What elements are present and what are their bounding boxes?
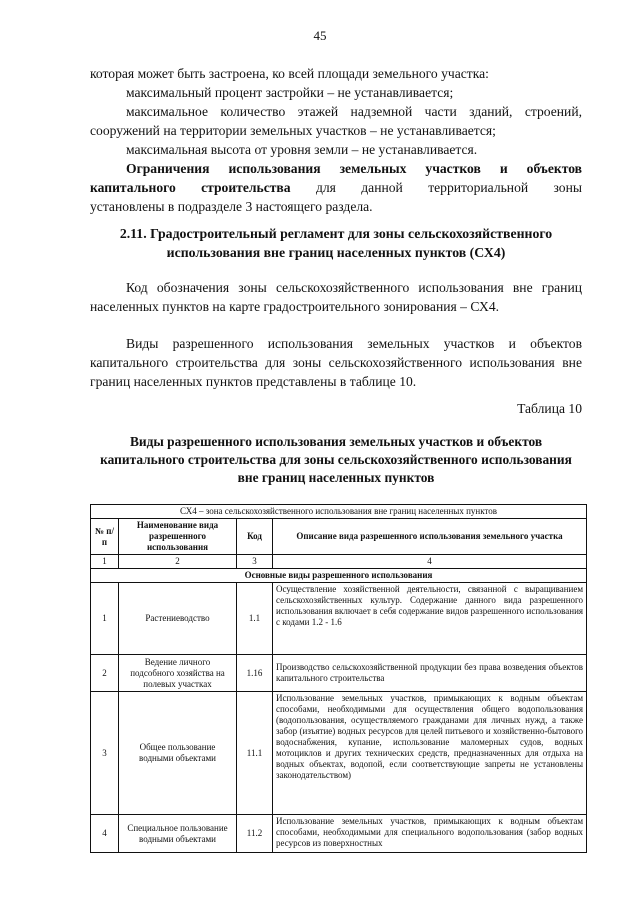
restrictions-line-1	[90, 159, 582, 178]
table-row	[91, 815, 587, 853]
intro-line-max-percent: максимальный процент застройки – не устанавливается;	[126, 85, 454, 100]
section-heading: 2.11. Градостроительный регламент для зоны сельскохозяйственного использования вне границ населенных пунктов (СХ4)	[119, 226, 553, 260]
page-number: 45	[313, 28, 327, 43]
restrictions-line-3: установлены в подразделе 3 настоящего раздела.	[90, 199, 373, 214]
col-header-number: № п/п	[91, 519, 119, 555]
row-use-code: 1.16	[237, 655, 273, 692]
land-use-table	[90, 504, 587, 853]
col-index-2: 2	[119, 555, 237, 569]
row-number: 4	[91, 815, 119, 853]
restrictions-rest: для данной территориальной зоны	[315, 180, 583, 195]
para-code-block	[90, 278, 582, 316]
restrictions-bold-1: Ограничения использования земельных участков и объектов	[126, 161, 582, 176]
col-index-1: 1	[91, 555, 119, 569]
col-index-3: 3	[237, 555, 273, 569]
restrictions-bold-2: капитального строительства	[90, 180, 291, 195]
row-use-code: 11.2	[237, 815, 273, 853]
row-use-name: Специальное пользование водными объектами	[119, 815, 237, 853]
row-use-description: Производство сельскохозяйственной продукции без права возведения объектов капитального строительства	[273, 655, 587, 692]
zone-header-cell: СХ4 – зона сельскохозяйственного использования вне границ населенных пунктов	[91, 505, 587, 519]
row-use-code: 11.1	[237, 692, 273, 815]
col-header-description: Описание вида разрешенного использования земельного участка	[273, 519, 587, 555]
para-code: Код обозначения зоны сельскохозяйственного использования вне границ населенных пунктов на карте градостроительного зонирования – СХ4.	[90, 280, 582, 314]
intro-block	[90, 64, 582, 216]
para-types-block	[90, 334, 582, 391]
intro-line-max-floors: максимальное количество этажей надземной части зданий, строений, сооружений на территории земельных участков – не устанавливается;	[90, 104, 582, 138]
row-number: 2	[91, 655, 119, 692]
intro-line-continuation: которая может быть застроена, ко всей площади земельного участка:	[90, 66, 489, 81]
col-header-name: Наименование вида разрешенного использования	[119, 519, 237, 555]
group-main-types: Основные виды разрешенного использования	[91, 569, 587, 583]
table-caption: Таблица 10	[517, 401, 582, 416]
table-title: Виды разрешенного использования земельных участков и объектов капитального строительства для зоны сельскохозяйственного использования вне границ населенных пунктов	[100, 434, 572, 485]
row-number: 3	[91, 692, 119, 815]
para-types: Виды разрешенного использования земельных участков и объектов капитального строительства для зоны сельскохозяйственного использования вне границ населенных пунктов представлены в таблице 10.	[90, 336, 582, 389]
row-use-name: Ведение личного подсобного хозяйства на полевых участках	[119, 655, 237, 692]
row-use-description: Осуществление хозяйственной деятельности, связанной с выращиванием сельскохозяйственных культур. Содержание данного вида разрешенного использования включает в себя содержание видов разрешенного использования с кодами 1.2 - 1.6	[273, 583, 587, 655]
row-use-description: Использование земельных участков, примыкающих к водным объектам способами, необходимыми для осуществления общего водопользования (водопользования, осуществляемого гражданами для личных нужд, а также забор (изъятие) водных ресурсов для целей питьевого и хозяйственно-бытового водоснабжения, купание, использование маломерных судов, водных мотоциклов и других технических средств, предназначенных для отдыха на водных объектах, водопой, если соответствующие запреты не установлены законодательством)	[273, 692, 587, 815]
table-row	[91, 692, 587, 815]
col-index-4: 4	[273, 555, 587, 569]
col-header-code: Код	[237, 519, 273, 555]
restrictions-line-2	[90, 178, 582, 197]
row-number: 1	[91, 583, 119, 655]
table-index-row	[91, 555, 587, 569]
table-group-row	[91, 569, 587, 583]
row-use-name: Общее пользование водными объектами	[119, 692, 237, 815]
row-use-code: 1.1	[237, 583, 273, 655]
row-use-description: Использование земельных участков, примыкающих к водным объектам способами, необходимыми для специального водопользования (забор водных ресурсов из поверхностных	[273, 815, 587, 853]
table-row	[91, 655, 587, 692]
table-row	[91, 583, 587, 655]
intro-line-max-height: максимальная высота от уровня земли – не устанавливается.	[126, 142, 478, 157]
table-zone-header-row	[91, 505, 587, 519]
table-header-row	[91, 519, 587, 555]
row-use-name: Растениеводство	[119, 583, 237, 655]
